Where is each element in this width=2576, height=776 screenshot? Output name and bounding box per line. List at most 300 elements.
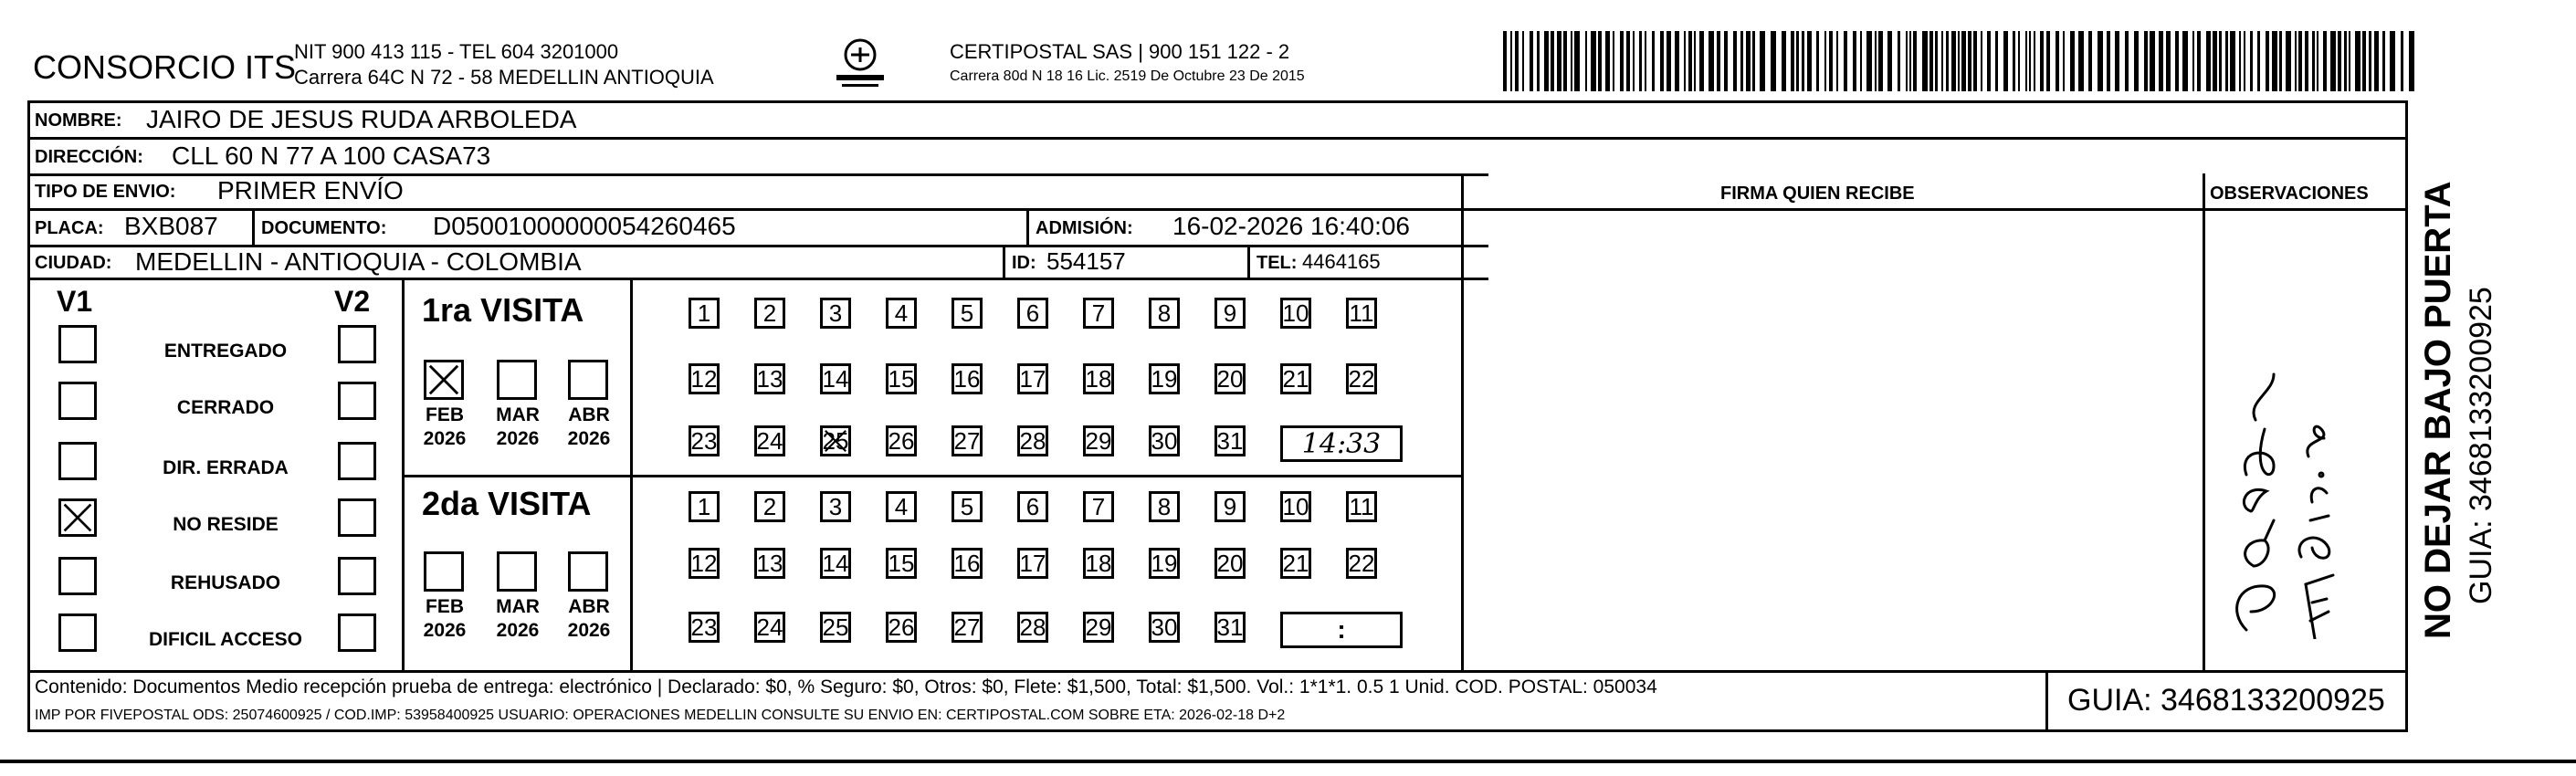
barcode-bar [1645,31,1646,91]
barcode-bar [1660,31,1664,91]
day-number: 26 [888,427,915,455]
barcode-bar [1987,31,1991,91]
v2-checkbox[interactable] [338,442,376,480]
day-number: 28 [1019,427,1046,455]
barcode-bar [2344,31,2347,91]
barcode-bar [1875,31,1877,91]
day-number: 2 [762,299,777,327]
v2-checkbox[interactable] [338,498,376,537]
day-box[interactable] [886,548,917,579]
day-number: 27 [953,613,981,641]
observaciones-handwriting [2210,338,2356,639]
nombre-value: JAIRO DE JESUS RUDA ARBOLEDA [146,105,577,133]
barcode-bar [1709,31,1714,91]
day-box[interactable] [689,612,720,643]
placa-value: BXB087 [124,212,218,240]
barcode-bar [1522,31,1524,91]
barcode-bar [1935,31,1938,91]
month-year: 2026 [496,428,540,449]
day-number: 17 [1019,550,1046,577]
barcode-bar [2244,31,2245,91]
placa-label: PLACA: [35,218,104,238]
barcode-bar [1796,31,1799,91]
day-box[interactable] [820,548,851,579]
day-box[interactable] [1214,491,1246,522]
day-box[interactable] [1346,363,1377,394]
month-checkbox[interactable] [497,360,537,400]
barcode-bar [2330,31,2336,91]
tipo-envio-value: PRIMER ENVÍO [217,176,404,204]
status-option-label: ENTREGADO [163,341,288,362]
day-box[interactable] [1149,298,1180,329]
no-dejar-bajo-puerta: NO DEJAR BAJO PUERTA [2418,181,2458,639]
tel-label: TEL: [1256,253,1298,273]
barcode-bar [1688,31,1692,91]
day-box[interactable] [1346,298,1377,329]
barcode-bar [1866,31,1872,91]
barcode-bar [2239,31,2241,91]
barcode-bar [2295,31,2297,91]
barcode-bar [1782,31,1786,91]
footer-line-2: IMP POR FIVEPOSTAL ODS: 25074600925 / COD.IMP: 53958400925 USUARIO: OPERACIONES MEDELLIN CONSULTE SU ENVIO EN: CERTIPOSTAL.COM SOBRE ETA: 2026-02-18 D+2 [35,708,1286,723]
day-number: 22 [1348,550,1375,577]
day-box[interactable] [886,491,917,522]
day-box[interactable] [952,425,983,456]
barcode-bar [2034,31,2035,91]
v2-checkbox[interactable] [338,325,376,363]
day-number: 19 [1151,550,1178,577]
month-year: 2026 [567,620,611,641]
barcode-bar [1802,31,1804,91]
barcode-bar [1844,31,1847,91]
day-box[interactable] [1083,548,1114,579]
v1-label: V1 [57,285,93,318]
day-number: 16 [953,550,981,577]
side-guia: GUIA: 3468133200925 [2464,287,2498,604]
barcode-bar [1591,31,1596,91]
barcode-bar [1909,31,1911,91]
barcode-bar [2257,31,2260,91]
v2-checkbox[interactable] [338,557,376,595]
day-box[interactable] [1017,548,1048,579]
barcode-bar [1995,31,1998,91]
day-number: 25 [822,427,849,455]
day-number: 27 [953,427,981,455]
barcode-bar [1913,31,1917,91]
barcode-bar [2272,31,2277,91]
barcode-bar [1557,31,1561,91]
day-number: 8 [1157,493,1172,520]
barcode-bar [1906,31,1908,91]
barcode-bar [2018,31,2020,91]
day-number: 10 [1282,299,1309,327]
day-number: 31 [1216,613,1244,641]
day-box[interactable] [1214,612,1246,643]
barcode-bar [1605,31,1610,91]
barcode-bar [1620,31,1624,91]
day-box[interactable] [1083,612,1114,643]
day-box[interactable] [1280,363,1311,394]
barcode-bar [1941,31,1943,91]
barcode-bar [2088,31,2092,91]
day-number: 23 [690,613,718,641]
time-box[interactable]: 14:33 [1280,425,1403,462]
v1-checkbox[interactable] [58,557,97,595]
observaciones-label: OBSERVACIONES [2210,184,2369,204]
barcode-bar [1633,31,1635,91]
carrier-line-1: CERTIPOSTAL SAS | 900 151 122 - 2 [950,40,1290,63]
barcode-bar [2250,31,2253,91]
day-box[interactable] [820,491,851,522]
barcode-bar [1829,31,1833,91]
v2-checkbox[interactable] [338,382,376,420]
day-number: 29 [1085,613,1112,641]
barcode-bar [2374,31,2379,91]
barcode-bar [1717,31,1720,91]
barcode-bar [2098,31,2103,91]
day-number: 4 [894,299,909,327]
direccion-label: DIRECCIÓN: [35,147,143,167]
day-box[interactable] [820,612,851,643]
barcode-bar [1922,31,1928,91]
day-box[interactable] [689,298,720,329]
day-number: 24 [756,613,783,641]
barcode-bar [2125,31,2129,91]
id-label: ID: [1012,253,1036,273]
day-box[interactable] [1280,298,1311,329]
barcode-bar [2401,31,2403,91]
barcode-bar [2349,31,2350,91]
visit2-title: 2da VISITA [422,485,592,522]
barcode-bar [2298,31,2302,91]
v1-checkbox[interactable] [58,498,97,537]
admision-label: ADMISIÓN: [1036,218,1133,238]
barcode-bar [2029,31,2031,91]
day-box[interactable] [1214,425,1246,456]
day-box[interactable] [952,298,983,329]
day-box[interactable] [1083,491,1114,522]
day-box[interactable] [1017,363,1048,394]
footer-guia: GUIA: 3468133200925 [2067,683,2385,718]
day-number: 19 [1151,365,1178,393]
v1-checkbox[interactable] [58,613,97,652]
barcode-bar [2063,31,2065,91]
barcode-bar [1652,31,1655,91]
day-number: 18 [1085,550,1112,577]
barcode-bar [1733,31,1737,91]
day-box[interactable] [1149,491,1180,522]
barcode-bar [1961,31,1966,91]
month-name: MAR [496,596,540,617]
barcode-bar [2107,31,2110,91]
v2-checkbox[interactable] [338,613,376,652]
barcode-bar [1544,31,1549,91]
day-number: 15 [888,365,915,393]
firma-label: FIRMA QUIEN RECIBE [1720,184,1915,204]
status-option-label: CERRADO [176,397,275,418]
barcode-bar [1585,31,1587,91]
barcode-bar [2056,31,2059,91]
barcode-bar [1752,31,1755,91]
documento-label: DOCUMENTO: [261,218,387,238]
certipostal-logo [833,35,888,93]
barcode-bar [1853,31,1856,91]
month-name: ABR [568,596,610,617]
day-number: 4 [894,493,909,520]
barcode-bar [2312,31,2315,91]
day-box[interactable] [1214,298,1246,329]
barcode-bar [1958,31,1960,91]
barcode-bar [1887,31,1892,91]
barcode-bar [2197,31,2201,91]
day-number: 24 [756,427,783,455]
barcode-bar [2070,31,2075,91]
v1-checkbox[interactable] [58,382,97,420]
day-box[interactable] [1083,425,1114,456]
day-number: 20 [1216,365,1244,393]
day-box[interactable] [754,548,785,579]
day-box[interactable] [1346,548,1377,579]
day-number: 13 [756,365,783,393]
day-box[interactable] [689,548,720,579]
day-number: 7 [1091,493,1106,520]
barcode-bar [2003,31,2008,91]
day-number: 21 [1282,550,1309,577]
month-checkbox[interactable] [568,551,608,592]
month-year: 2026 [567,428,611,449]
day-number: 5 [960,493,974,520]
day-number: 5 [960,299,974,327]
month-year: 2026 [496,620,540,641]
day-box[interactable] [1017,298,1048,329]
barcode-bar [2150,31,2155,91]
day-box[interactable] [886,363,917,394]
barcode-bar [1694,31,1696,91]
day-number: 11 [1349,493,1374,520]
status-option-label: REHUSADO [170,572,281,593]
barcode-bar [2046,31,2050,91]
barcode-bar [1530,31,1533,91]
day-number: 8 [1157,299,1172,327]
day-number: 9 [1223,299,1237,327]
carrier-line-2: Carrera 80d N 18 16 Lic. 2519 De Octubre 23 De 2015 [950,68,1305,84]
day-box[interactable] [754,491,785,522]
day-box[interactable] [1280,548,1311,579]
barcode-bar [1824,31,1826,91]
barcode-bar [1929,31,1933,91]
day-number: 18 [1085,365,1112,393]
barcode-bar [1503,31,1507,91]
barcode-bar [1878,31,1883,91]
barcode-bar [1724,31,1728,91]
month-checkbox[interactable] [424,551,464,592]
company-name: CONSORCIO ITS [33,48,297,86]
barcode-bar [2323,31,2327,91]
month-name: ABR [568,404,610,425]
day-box[interactable] [1083,298,1114,329]
barcode-bar [2175,31,2179,91]
admision-value: 16-02-2026 16:40:06 [1172,212,1410,240]
day-number: 1 [697,299,711,327]
day-number: 9 [1223,493,1237,520]
day-box[interactable] [1149,548,1180,579]
day-number: 12 [690,550,718,577]
day-box[interactable] [1214,363,1246,394]
time-box[interactable]: : [1280,612,1403,648]
barcode-bar [1746,31,1751,91]
day-box[interactable] [886,425,917,456]
id-value: 554157 [1046,247,1126,275]
barcode-bar [2144,31,2148,91]
barcode-bar [2159,31,2163,91]
barcode-bar [2369,31,2371,91]
day-box[interactable] [886,298,917,329]
day-number: 11 [1349,299,1374,327]
barcode-bar [1626,31,1630,91]
day-box[interactable] [886,612,917,643]
barcode-bar [2213,31,2217,91]
barcode-bar [1563,31,1567,91]
month-checkbox[interactable] [424,360,464,400]
company-line-2: Carrera 64C N 72 - 58 MEDELLIN ANTIOQUIA [294,66,714,89]
day-box[interactable] [952,612,983,643]
barcode-bar [1898,31,1900,91]
day-box[interactable] [1149,612,1180,643]
company-line-1: NIT 900 413 115 - TEL 604 3201000 [294,40,619,63]
barcode-bar [2355,31,2360,91]
day-box[interactable] [754,298,785,329]
barcode-bar [2279,31,2282,91]
month-checkbox[interactable] [568,360,608,400]
day-number: 7 [1091,299,1106,327]
day-number: 23 [690,427,718,455]
barcode-bar [2382,31,2385,91]
barcode-bar [1771,31,1776,91]
day-box[interactable] [1017,612,1048,643]
day-box[interactable] [1149,363,1180,394]
day-number: 30 [1151,613,1178,641]
barcode-bar [1699,31,1704,91]
barcode-bar [1836,31,1838,91]
barcode-bar [1981,31,1982,91]
barcode-bar [1760,31,1765,91]
barcode-bar [1807,31,1812,91]
barcode-bar [2230,31,2235,91]
day-box[interactable] [820,425,851,456]
day-box[interactable] [1280,491,1311,522]
day-box[interactable] [754,612,785,643]
direccion-value: CLL 60 N 77 A 100 CASA73 [172,142,491,170]
day-box[interactable] [952,491,983,522]
barcode-bar [2013,31,2015,91]
day-box[interactable] [689,363,720,394]
barcode-bar [1667,31,1671,91]
barcode-bar [2390,31,2395,91]
day-number: 1 [697,493,711,520]
day-box[interactable] [952,363,983,394]
month-checkbox[interactable] [497,551,537,592]
day-box[interactable] [820,298,851,329]
month-name: FEB [426,596,464,617]
day-box[interactable] [820,363,851,394]
month-year: 2026 [423,428,467,449]
day-number: 14 [822,550,849,577]
day-number: 10 [1282,493,1309,520]
barcode-bar [1684,31,1686,91]
day-number: 31 [1216,427,1244,455]
barcode-bar [2078,31,2084,91]
day-box[interactable] [754,363,785,394]
day-box[interactable] [1017,425,1048,456]
v1-checkbox[interactable] [58,442,97,480]
barcode-bar [1675,31,1679,91]
documento-value: D05001000000054260465 [433,212,736,240]
barcode-bar [2040,31,2044,91]
barcode-bar [1791,31,1794,91]
day-box[interactable] [689,425,720,456]
barcode-bar [1510,31,1512,91]
barcode-bar [2134,31,2139,91]
day-box[interactable] [754,425,785,456]
day-number: 3 [828,493,843,520]
barcode-bar [1574,31,1580,91]
barcode-bar [2362,31,2366,91]
ciudad-label: CIUDAD: [35,253,112,273]
day-number: 28 [1019,613,1046,641]
visit1-title: 1ra VISITA [422,291,584,329]
day-box[interactable] [1017,491,1048,522]
ciudad-value: MEDELLIN - ANTIOQUIA - COLOMBIA [135,247,582,276]
day-box[interactable] [1346,491,1377,522]
day-box[interactable] [952,548,983,579]
barcode-icon [1503,31,2416,91]
barcode-bar [2025,31,2027,91]
tipo-envio-label: TIPO DE ENVIO: [35,182,176,202]
barcode-bar [1551,31,1554,91]
month-name: MAR [496,404,540,425]
day-number: 21 [1282,365,1309,393]
day-number: 12 [690,365,718,393]
day-box[interactable] [689,491,720,522]
day-number: 6 [1025,493,1040,520]
day-number: 17 [1019,365,1046,393]
nombre-label: NOMBRE: [35,110,122,131]
day-number: 20 [1216,550,1244,577]
day-number: 25 [822,613,849,641]
barcode-bar [1860,31,1862,91]
day-number: 6 [1025,299,1040,327]
footer-line-1: Contenido: Documentos Medio recepción prueba de entrega: electrónico | Declarado: $0, % Seguro: $0, Otros: $0, Flete: $1,500, Total: $1,500. Vol.: 1*1*1. 0.5 1 Unid. COD. POSTAL: 050034 [35,676,1657,697]
v2-label: V2 [334,285,371,318]
day-box[interactable] [1214,548,1246,579]
barcode-bar [2225,31,2228,91]
day-box[interactable] [1083,363,1114,394]
day-number: 15 [888,550,915,577]
v1-checkbox[interactable] [58,325,97,363]
day-number: 22 [1348,365,1375,393]
status-option-label: DIFICIL ACCESO [148,629,302,650]
barcode-bar [2317,31,2318,91]
barcode-bar [2192,31,2194,91]
barcode-bar [2115,31,2119,91]
barcode-bar [2166,31,2171,91]
barcode-bar [2266,31,2269,91]
barcode-bar [1968,31,1971,91]
barcode-bar [2305,31,2308,91]
day-box[interactable] [1149,425,1180,456]
status-option-label: DIR. ERRADA [163,457,289,478]
day-number: 14 [822,365,849,393]
